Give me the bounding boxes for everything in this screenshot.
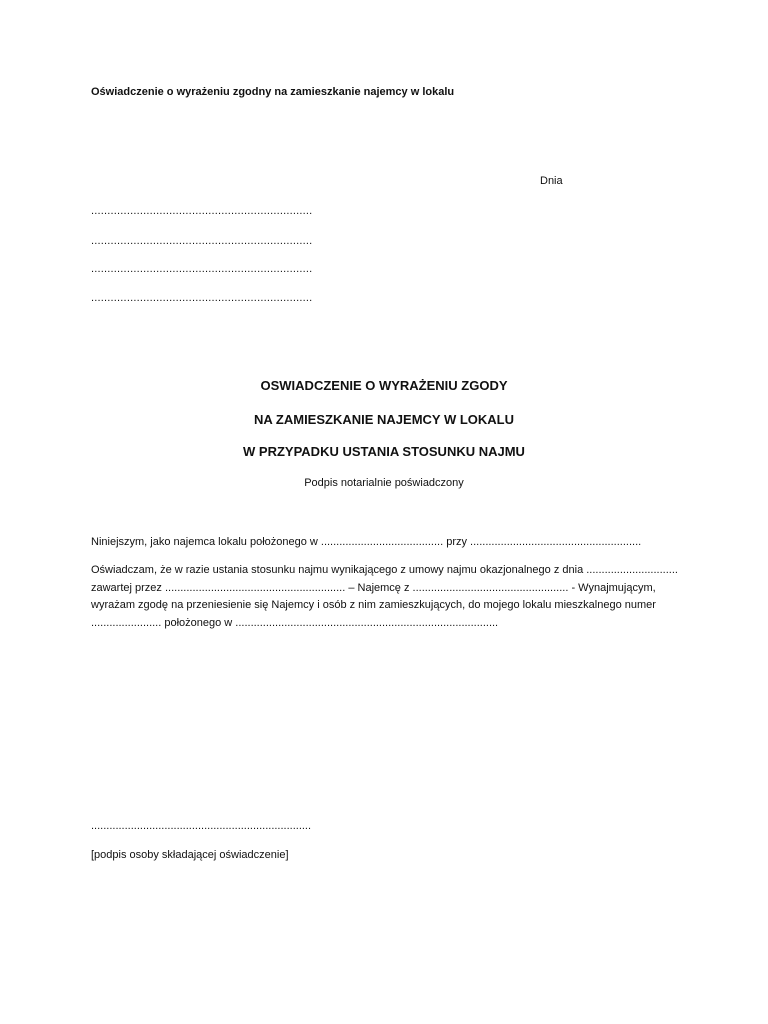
heading-line-1: OSWIADCZENIE O WYRAŻENIU ZGODY [260,378,508,393]
signature-label: [podpis osoby składającej oświadczenie] [91,849,289,861]
notary-note: Podpis notarialnie poświadczony [304,477,464,489]
address-line: .................................................................... [91,235,313,247]
declaration-paragraph-1: Niniejszym, jako najemca lokalu położonego w ........................................ przy ........................................................ [91,536,642,548]
address-line: .................................................................... [91,292,313,304]
address-line: .................................................................... [91,205,313,217]
document-title: Oświadczenie o wyrażeniu zgodny na zamieszkanie najemcy w lokalu [91,86,455,98]
signature-line: ........................................................................ [91,820,312,832]
heading-line-3: W PRZYPADKU USTANIA STOSUNKU NAJMU [243,444,525,459]
declaration-paragraph-2: Oświadczam, że w razie ustania stosunku najmu wynikającego z umowy najmu okazjonalnego z dnia .............................. zawartej przez ........................................................... – Najemcę z ................................................... - Wynajmującym, wyrażam zgodę na przeniesienie się Najemcy i osób z nim zamieszkujących, do mojego lokalu mieszkalnego numer ....................... położonego w ...................................................................................... [91,564,678,629]
date-label: Dnia [540,175,563,187]
address-line: .................................................................... [91,263,313,275]
heading-line-2: NA ZAMIESZKANIE NAJEMCY W LOKALU [254,412,514,427]
